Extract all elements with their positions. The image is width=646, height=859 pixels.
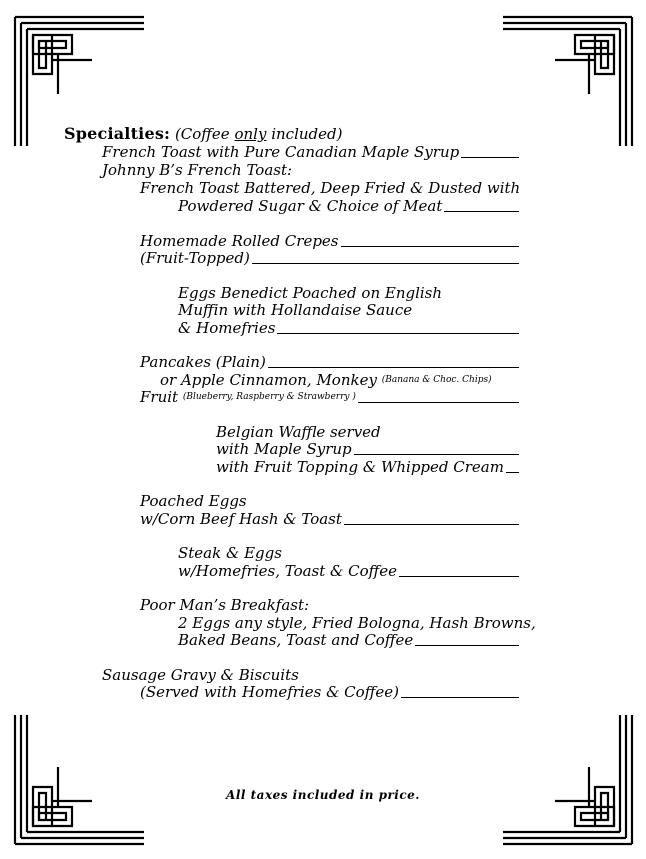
leader-line bbox=[252, 263, 519, 264]
menu-item-battered-line1 bbox=[140, 179, 520, 197]
item-text: Belgian Waffle served bbox=[216, 423, 381, 441]
heading-note-close: included) bbox=[271, 125, 343, 143]
item-subtext: (Banana & Choc. Chips) bbox=[381, 375, 492, 385]
corner-ornament-bottom-left bbox=[12, 712, 147, 847]
item-text: Baked Beans, Toast and Coffee bbox=[178, 631, 414, 649]
item-text: with Maple Syrup bbox=[216, 440, 352, 458]
item-text: Poor Man’s Breakfast: bbox=[140, 596, 310, 614]
leader-line bbox=[401, 697, 519, 698]
item-text: Steak & Eggs bbox=[178, 544, 282, 562]
item-text: French Toast with Pure Canadian Maple Syrup bbox=[102, 143, 460, 161]
item-text: Fruit bbox=[140, 388, 179, 406]
menu-item-french-toast bbox=[102, 143, 519, 161]
menu-item-poached-line1 bbox=[140, 492, 247, 510]
menu-item-poached-line2 bbox=[140, 510, 519, 528]
leader-line bbox=[341, 246, 520, 247]
menu-item-waffle-line1 bbox=[216, 423, 381, 441]
item-text: or Apple Cinnamon, Monkey bbox=[160, 371, 377, 389]
item-text: 2 Eggs any style, Fried Bologna, Hash Browns, bbox=[178, 614, 536, 632]
menu-item-johnny-b bbox=[102, 161, 292, 179]
menu-item-benedict-line2 bbox=[178, 301, 412, 319]
menu-item-benedict-line1 bbox=[178, 284, 442, 302]
menu-item-poorman-line2 bbox=[178, 614, 536, 632]
item-text: w/Homefries, Toast & Coffee bbox=[178, 562, 398, 580]
item-text: & Homefries bbox=[178, 319, 276, 337]
heading-note-only: only bbox=[234, 125, 267, 143]
leader-line bbox=[277, 333, 519, 334]
leader-line bbox=[358, 402, 519, 403]
menu-item-crepes-line1 bbox=[140, 232, 519, 250]
item-text: w/Corn Beef Hash & Toast bbox=[140, 510, 342, 528]
menu-item-gravy-line1 bbox=[102, 666, 299, 684]
leader-line bbox=[344, 524, 519, 525]
leader-line bbox=[415, 645, 519, 646]
item-text: Pancakes (Plain) bbox=[140, 353, 266, 371]
item-text: Sausage Gravy & Biscuits bbox=[102, 666, 299, 684]
menu-item-steak-line2 bbox=[178, 562, 519, 580]
corner-ornament-bottom-right bbox=[500, 712, 635, 847]
menu-item-waffle-line2 bbox=[216, 440, 519, 458]
leader-line bbox=[444, 211, 519, 212]
item-text: Johnny B’s French Toast: bbox=[102, 161, 293, 179]
taxes-note: All taxes included in price. bbox=[226, 788, 420, 802]
menu-item-waffle-line3 bbox=[216, 458, 519, 476]
leader-line bbox=[399, 576, 519, 577]
menu-item-crepes-line2 bbox=[140, 249, 519, 267]
item-text: (Fruit-Topped) bbox=[140, 249, 250, 267]
menu-item-pancakes-line3 bbox=[140, 388, 519, 406]
item-text: Homemade Rolled Crepes bbox=[140, 232, 339, 250]
item-text: Poached Eggs bbox=[140, 492, 247, 510]
section-heading bbox=[64, 125, 342, 143]
leader-line bbox=[461, 157, 519, 158]
item-subtext: (Blueberry, Raspberry & Strawberry ) bbox=[182, 392, 356, 402]
heading-title: Specialties: bbox=[64, 124, 171, 143]
menu-item-pancakes-line2 bbox=[160, 371, 492, 389]
menu-item-poorman-line1 bbox=[140, 596, 309, 614]
heading-note-open: (Coffee bbox=[174, 125, 230, 143]
menu-item-pancakes-line1 bbox=[140, 353, 519, 371]
item-text: (Served with Homefries & Coffee) bbox=[140, 683, 399, 701]
leader-line bbox=[506, 472, 519, 473]
corner-ornament-top-right bbox=[500, 14, 635, 149]
item-text: Eggs Benedict Poached on English bbox=[178, 284, 443, 302]
item-text: Muffin with Hollandaise Sauce bbox=[178, 301, 413, 319]
item-text: Powdered Sugar & Choice of Meat bbox=[178, 197, 443, 215]
menu-item-steak-line1 bbox=[178, 544, 282, 562]
menu-item-benedict-line3 bbox=[178, 319, 519, 337]
menu-item-gravy-line2 bbox=[140, 683, 519, 701]
leader-line bbox=[354, 454, 519, 455]
item-text: French Toast Battered, Deep Fried & Dusted with bbox=[140, 179, 521, 197]
menu-item-battered-line2 bbox=[178, 197, 519, 215]
leader-line bbox=[268, 367, 519, 368]
menu-item-poorman-line3 bbox=[178, 631, 519, 649]
item-text: with Fruit Topping & Whipped Cream bbox=[216, 458, 504, 476]
